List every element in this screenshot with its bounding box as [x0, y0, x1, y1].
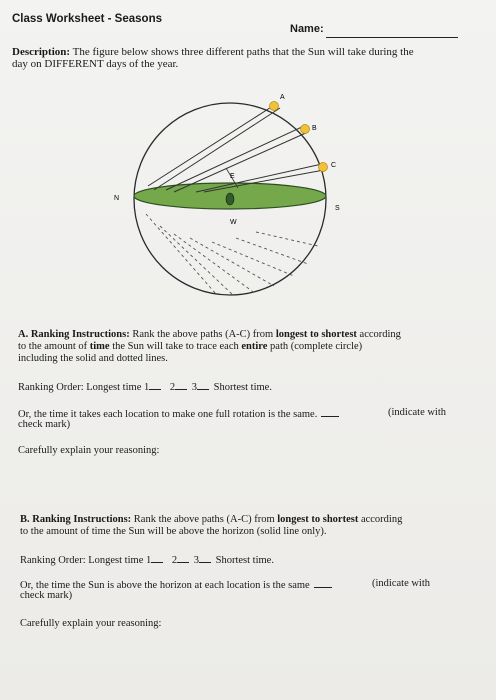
sun-path-diagram	[108, 86, 358, 316]
sun-a	[270, 102, 279, 111]
direction-west: W	[230, 219, 237, 226]
direction-south: S	[335, 205, 340, 212]
same-b-checkbox-line[interactable]	[314, 578, 332, 588]
above-horizon-paths	[148, 104, 324, 192]
section-a-indicate: (indicate with	[388, 407, 447, 418]
rank-b-blank-1[interactable]	[151, 553, 163, 563]
section-b-answer-area[interactable]	[20, 636, 470, 691]
direction-east: E	[230, 173, 235, 180]
section-b-indicate: (indicate with	[372, 578, 431, 589]
name-label: Name:	[290, 23, 324, 35]
direction-north: N	[114, 195, 120, 202]
path-label-a: A	[280, 94, 285, 101]
section-b-heading: B. Ranking Instructions:	[20, 514, 132, 525]
section-b-line-2: to the amount of time the Sun will be above the horizon (solid line only).	[20, 526, 327, 537]
worksheet-title: Class Worksheet - Seasons	[12, 13, 162, 25]
section-b-explain: Carefully explain your reasoning:	[20, 618, 162, 629]
section-a-check-mark: check mark)	[18, 419, 71, 430]
section-b-line-1: B. Ranking Instructions: Rank the above paths (A-C) from longest to shortest according	[20, 514, 403, 525]
section-a-or-line: Or, the time it takes each location to make one full rotation is the same.	[18, 407, 339, 421]
section-a-line-1: A. Ranking Instructions: Rank the above paths (A-C) from longest to shortest according	[18, 329, 401, 340]
sun-b	[301, 125, 310, 134]
section-a-line-3: including the solid and dotted lines.	[18, 353, 168, 364]
sun-c	[319, 163, 328, 172]
section-a-answer-area[interactable]	[18, 462, 468, 507]
section-a-line-2: to the amount of time the Sun will take to trace each entire path (complete circle)	[18, 341, 363, 352]
description-label: Description:	[12, 46, 71, 58]
section-a-explain: Carefully explain your reasoning:	[18, 445, 160, 456]
section-b-ranking-order: Ranking Order: Longest time 1 2 3 Shortest time.	[20, 555, 274, 566]
description-line-1: Description: The figure below shows three different paths that the Sun will take during the	[12, 46, 414, 58]
same-a-checkbox-line[interactable]	[321, 407, 339, 417]
description-line-2: day on DIFFERENT days of the year.	[12, 58, 179, 70]
section-b-check-mark: check mark)	[20, 590, 73, 601]
below-horizon-paths	[146, 214, 318, 296]
rank-b-blank-3[interactable]	[199, 553, 211, 563]
rank-b-blank-2[interactable]	[177, 553, 189, 563]
path-label-c: C	[331, 162, 337, 169]
path-label-b: B	[312, 125, 317, 132]
rank-a-blank-1[interactable]	[149, 380, 161, 390]
section-a-ranking-order: Ranking Order: Longest time 1 2 3 Shortest time.	[18, 382, 272, 393]
observer-figure	[226, 193, 234, 205]
section-b-or-line: Or, the time the Sun is above the horizon at each location is the same	[20, 578, 332, 592]
rank-a-blank-2[interactable]	[175, 380, 187, 390]
name-field[interactable]	[326, 37, 458, 38]
rank-a-blank-3[interactable]	[197, 380, 209, 390]
section-a-heading: A. Ranking Instructions:	[18, 329, 130, 340]
